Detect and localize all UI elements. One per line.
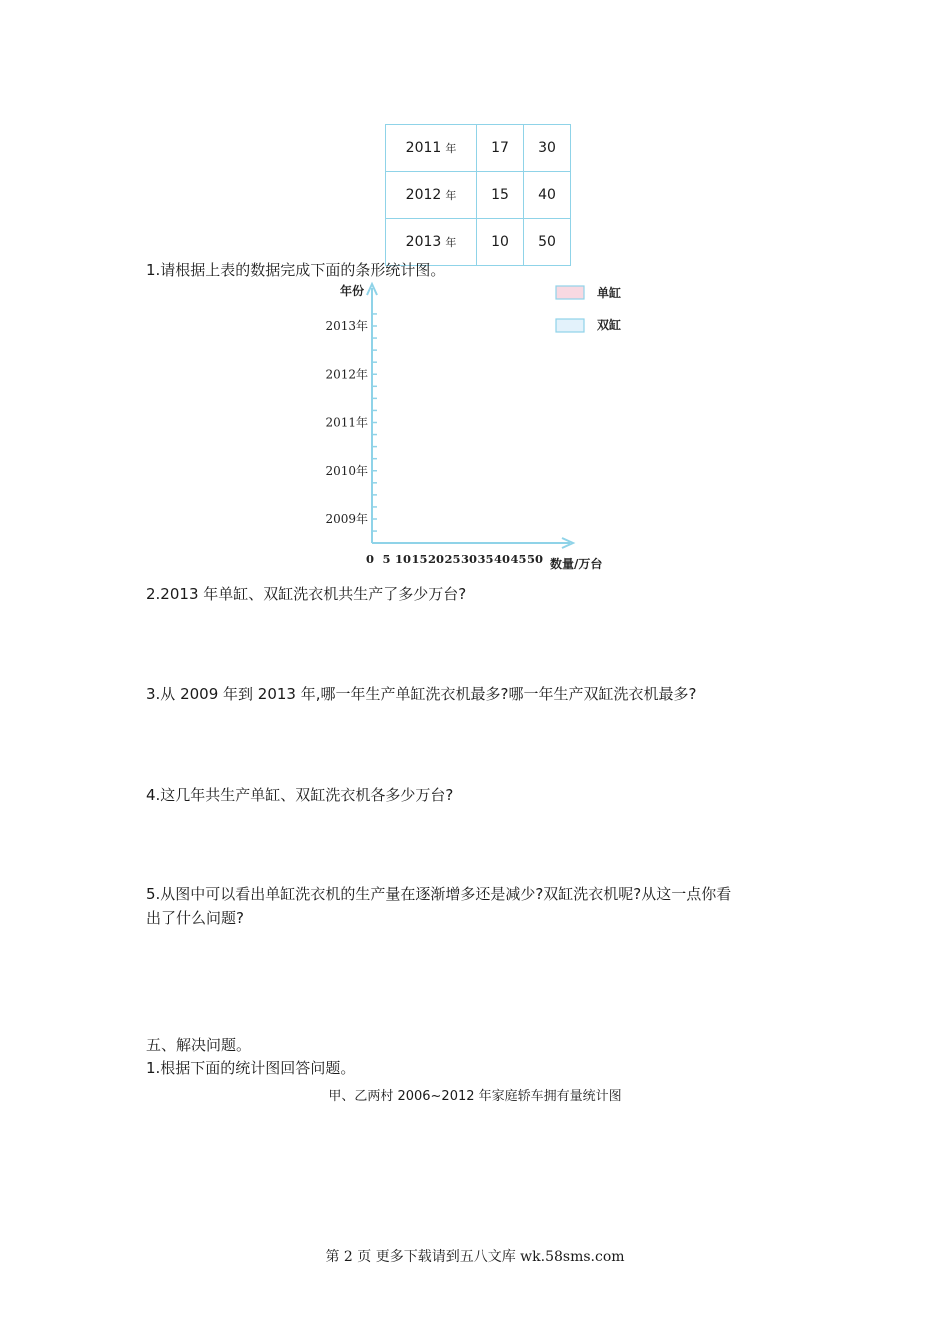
question-5-line1: 5.从图中可以看出单缸洗衣机的生产量在逐渐增多还是减少?双缸洗衣机呢?从这一点你看 — [146, 885, 732, 903]
y-tick-label: 2011年 — [325, 415, 368, 430]
production-table — [385, 124, 571, 266]
single-cell: 10 — [477, 219, 524, 266]
year-cell: 2013 年 — [386, 219, 477, 266]
question-4: 4.这几年共生产单缸、双缸洗衣机各多少万台? — [146, 786, 454, 804]
legend-swatch-double — [556, 319, 584, 332]
chart-legend — [556, 285, 621, 332]
x-tick-label: 30 — [460, 552, 478, 566]
question-1: 1.请根据上表的数据完成下面的条形统计图。 — [146, 261, 446, 279]
question-5-line2: 出了什么问题? — [146, 909, 244, 927]
legend-label-single: 单缸 — [597, 286, 622, 300]
y-axis-label: 年份 — [340, 284, 365, 298]
x-tick-label: 20 — [427, 552, 445, 566]
y-tick-label: 2013年 — [325, 319, 368, 333]
x-tick-labels — [366, 552, 543, 566]
x-tick-label: 0 — [365, 552, 375, 566]
bar-chart — [310, 278, 630, 578]
x-axis-label: 数量/万台 — [550, 557, 603, 571]
year-cell: 2012 年 — [386, 172, 477, 219]
double-cell: 40 — [524, 172, 571, 219]
double-cell: 50 — [524, 219, 571, 266]
x-tick-label: 15 — [411, 552, 428, 566]
y-tick-label: 2009年 — [325, 512, 368, 526]
question-5 — [146, 882, 731, 930]
page-footer: 第 2 页 更多下载请到五八文库 wk.58sms.com — [325, 1249, 625, 1265]
table-row — [386, 172, 571, 219]
section-5-question-1: 1.根据下面的统计图回答问题。 — [146, 1059, 356, 1077]
single-cell: 15 — [477, 172, 524, 219]
x-tick-label: 10 — [394, 552, 412, 566]
legend-label-double: 双缸 — [597, 318, 622, 332]
x-tick-label: 50 — [526, 552, 544, 566]
x-tick-label: 25 — [444, 552, 461, 566]
y-tick-labels — [325, 318, 368, 526]
question-2: 2.2013 年单缸、双缸洗衣机共生产了多少万台? — [146, 585, 467, 603]
table-row — [386, 125, 571, 172]
single-cell: 17 — [477, 125, 524, 172]
chart-2-title: 甲、乙两村 2006~2012 年家庭轿车拥有量统计图 — [328, 1089, 622, 1104]
year-cell: 2011 年 — [386, 125, 477, 172]
legend-swatch-single — [556, 286, 584, 299]
x-tick-label: 45 — [510, 552, 527, 566]
x-tick-label: 5 — [382, 552, 391, 566]
x-tick-label: 40 — [493, 552, 511, 566]
double-cell: 30 — [524, 125, 571, 172]
x-tick-label: 35 — [477, 552, 494, 566]
y-tick-label: 2012年 — [325, 367, 368, 382]
question-3: 3.从 2009 年到 2013 年,哪一年生产单缸洗衣机最多?哪一年生产双缸洗衣机最多? — [146, 685, 697, 703]
section-5-title: 五、解决问题。 — [146, 1036, 252, 1054]
y-tick-label: 2010年 — [325, 463, 368, 478]
